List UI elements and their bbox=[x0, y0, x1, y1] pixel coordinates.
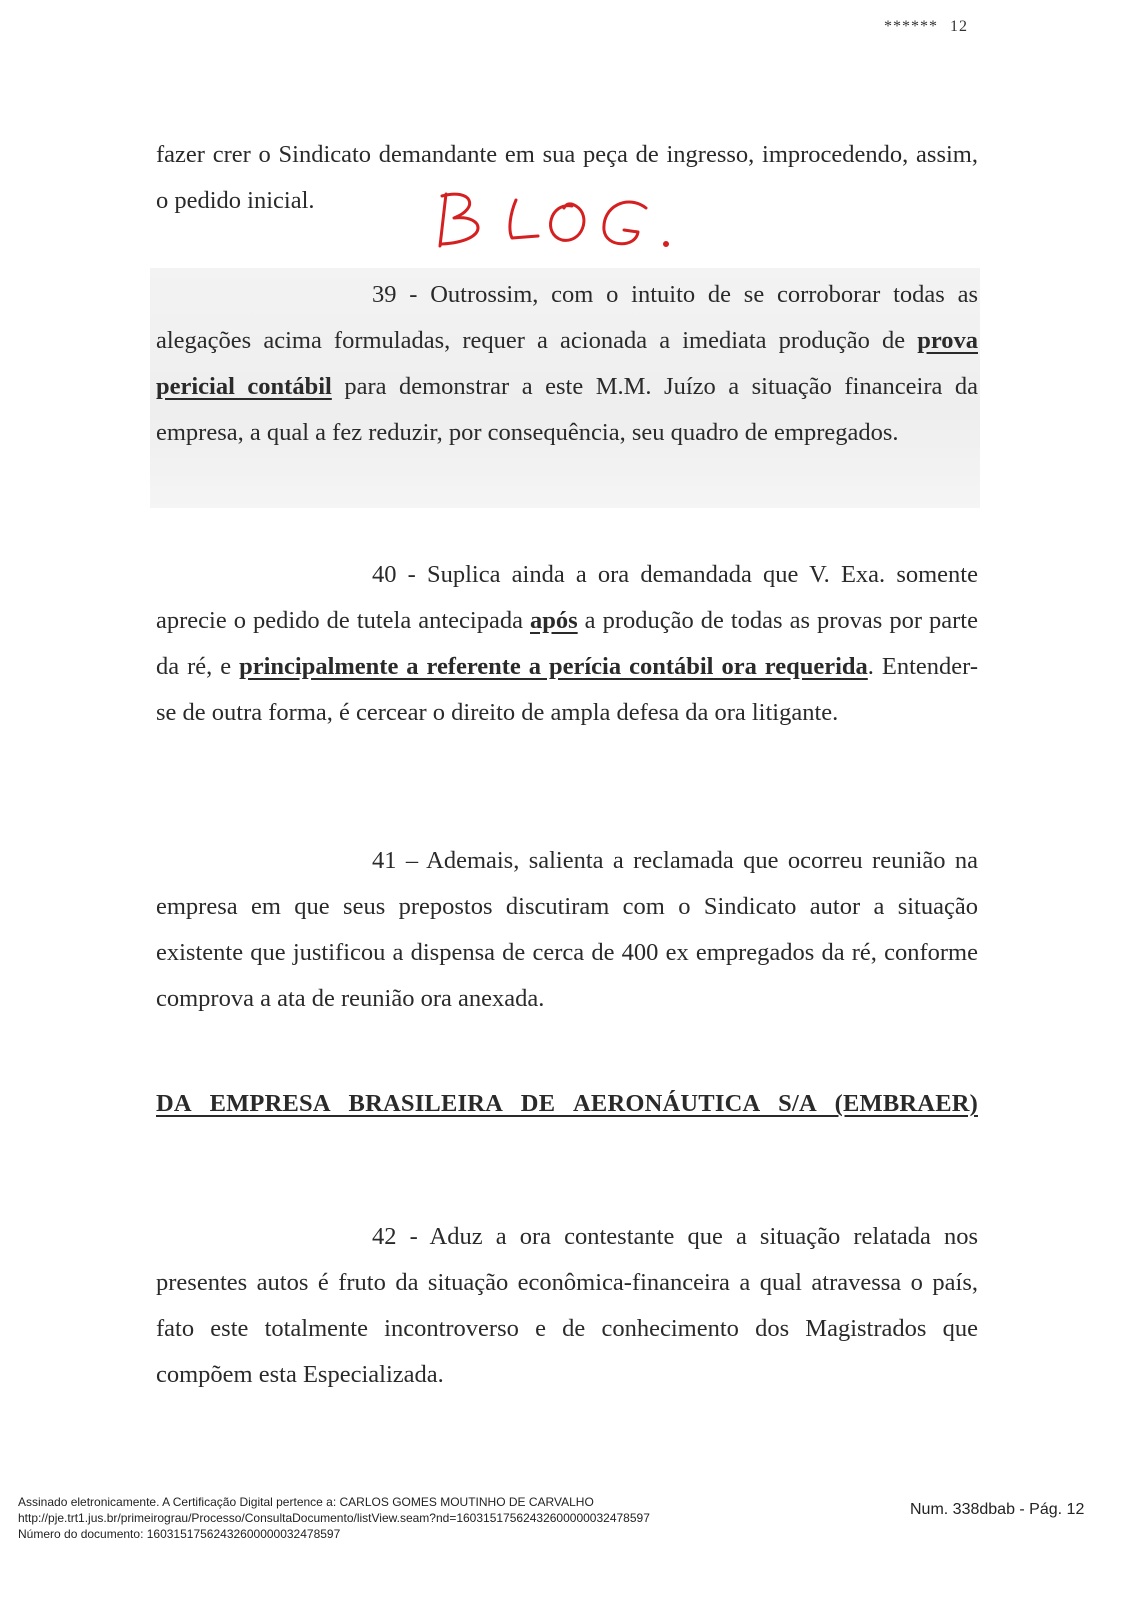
paragraph-42-text: 42 - Aduz a ora contestante que a situação relatada nos presentes autos é fruto da situação econômica-financeira a qual atravessa o país, fato este totalmente incontroverso e de conhecimento dos Magistrados que compõem esta Especializada. bbox=[156, 1223, 978, 1388]
paragraph-40-text-end: . Entender-se de outra forma, é cercear o direito de ampla defesa da ora litigante. bbox=[156, 653, 978, 726]
header-stars: ****** bbox=[884, 18, 938, 35]
paragraph-40 bbox=[156, 552, 978, 736]
footer-signature-line: Assinado eletronicamente. A Certificação Digital pertence a: CARLOS GOMES MOUTINHO DE CARVALHO bbox=[18, 1495, 594, 1509]
footer-document-number: Número do documento: 16031517562432600000032478597 bbox=[18, 1527, 341, 1541]
paragraph-39-text-end: para demonstrar a este M.M. Juízo a situação financeira da empresa, a qual a fez reduzir, por consequência, seu quadro de empregados. bbox=[156, 373, 978, 446]
paragraph-39 bbox=[156, 272, 978, 456]
paragraph-42 bbox=[156, 1214, 978, 1398]
header-page-number: 12 bbox=[950, 18, 968, 35]
underlined-apos: após bbox=[530, 607, 578, 634]
paragraph-40-text: 40 - Suplica ainda a ora demandada que V. Exa. somente aprecie o pedido de tutela antecipada bbox=[156, 561, 978, 634]
paragraph-39-text: 39 - Outrossim, com o intuito de se corroborar todas as alegações acima formuladas, requer a acionada a imediata produção de bbox=[156, 281, 978, 354]
handwritten-annotation bbox=[432, 186, 682, 258]
paragraph-41 bbox=[156, 838, 978, 1022]
footer-page-ref: Num. 338dbab - Pág. 12 bbox=[910, 1501, 1085, 1518]
paragraph-41-text: 41 – Ademais, salienta a reclamada que ocorreu reunião na empresa em que seus prepostos discutiram com o Sindicato autor a situação existente que justificou a dispensa de cerca de 400 ex empregados da ré, conforme comprova a ata de reunião ora anexada. bbox=[156, 847, 978, 1012]
underlined-pericia-contabil: principalmente a referente a perícia contábil ora requerida bbox=[239, 653, 868, 680]
paragraph-text: fazer crer o Sindicato demandante em sua peça de ingresso, improcedendo, assim, o pedido inicial. bbox=[156, 141, 978, 214]
underlined-prova-pericial: prova pericial contábil bbox=[156, 327, 978, 400]
handwritten-blog-drawing bbox=[432, 186, 682, 258]
page-header bbox=[884, 18, 968, 36]
paragraph-40-text-mid: a produção de todas as provas por parte da ré, e bbox=[156, 607, 978, 680]
signature-footer bbox=[18, 1494, 738, 1542]
section-heading: DA EMPRESA BRASILEIRA DE AERONÁUTICA S/A (EMBRAER) bbox=[156, 1090, 978, 1117]
footer-url-line[interactable]: http://pje.trt1.jus.br/primeirograu/Processo/ConsultaDocumento/listView.seam?nd=16031517562432600000032478597 bbox=[18, 1511, 650, 1525]
